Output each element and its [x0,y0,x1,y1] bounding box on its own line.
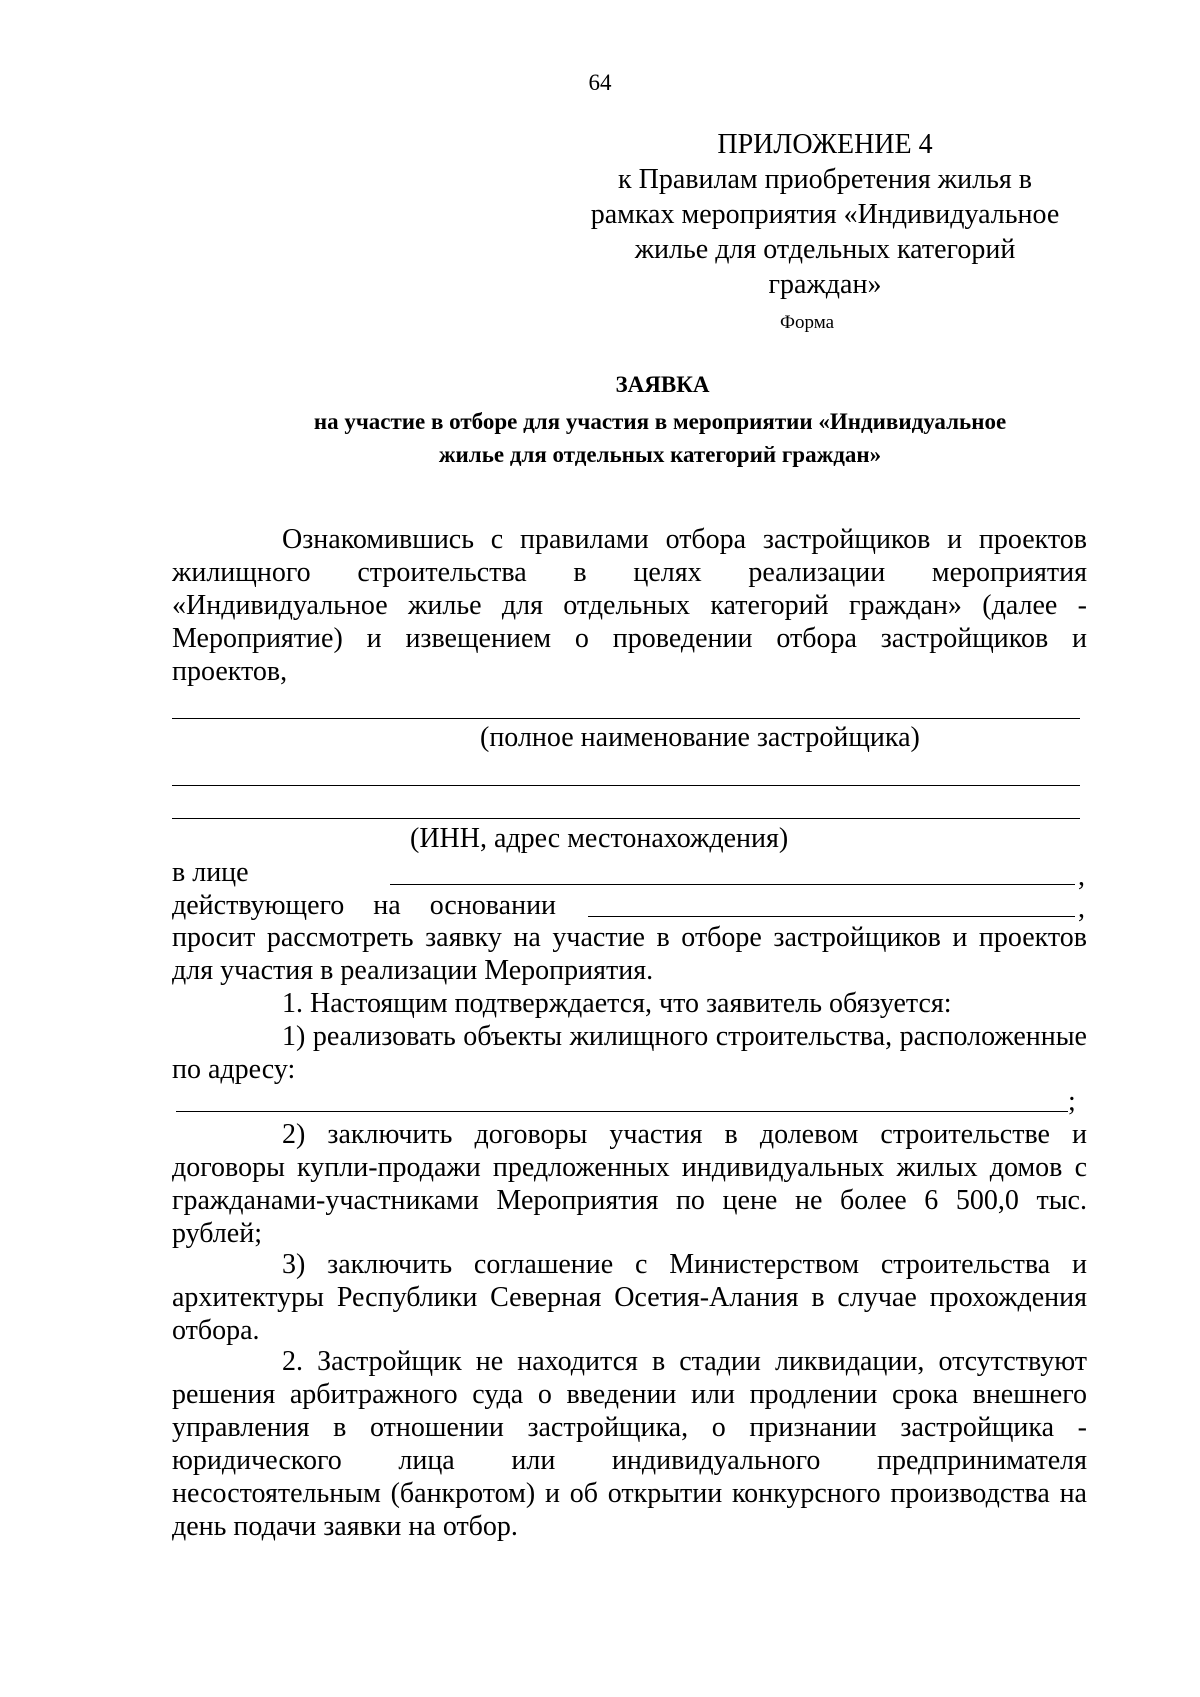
appendix-line: к Правилам приобретения жилья в [618,164,1032,195]
appendix-line: жилье для отдельных категорий [634,234,1016,265]
request-paragraph: просит рассмотреть заявку на участие в отборе застройщиков и проектов для участия в реализации Мероприятия. [172,922,1087,986]
comma: , [1078,893,1085,924]
appendix-line: рамках мероприятия «Индивидуальное [590,199,1060,230]
intro-paragraph: Ознакомившись с правилами отбора застройщиков и проектов жилищного строительства в целях реализации мероприятия «Индивидуальное жилье для отдельных категорий граждан» (далее - Мероприятие) и извещением о проведении отбора застройщиков и проектов, [172,524,1087,687]
inn-address-field-line2[interactable] [172,818,1080,819]
in-person-label: в лице [172,857,249,888]
document-subtitle [230,405,1090,471]
acting-basis-label: действующего на основании [172,890,557,921]
address-field[interactable] [176,1111,1068,1112]
developer-name-caption: (полное наименование застройщика) [480,722,920,753]
item-2: 2. Застройщик не находится в стадии ликвидации, отсутствуют решения арбитражного суда о введении или продлении срока внешнего управления в отношении застройщика, о признании застройщика - юридического лица или индивидуального предпринимателя несостоятельным (банкротом) и об открытии конкурсного производства на день подачи заявки на отбор. [172,1346,1087,1542]
item-1-2: 2) заключить договоры участия в долевом строительстве и договоры купли-продажи предложенных индивидуальных жилых домов с гражданами-участниками Мероприятия по цене не более 6 500,0 тыс. рублей; [172,1119,1087,1249]
appendix-block [580,127,1070,302]
developer-name-field[interactable] [172,718,1080,719]
comma: , [1078,861,1085,892]
inn-address-field-line1[interactable] [172,785,1080,786]
in-person-label-row [172,856,332,889]
inn-address-caption: (ИНН, адрес местонахождения) [410,823,789,854]
representative-field[interactable] [390,884,1075,885]
page-number: 64 [588,70,612,95]
basis-field[interactable] [588,916,1075,917]
item-1-1: 1) реализовать объекты жилищного строительства, расположенные по адресу: [172,1021,1087,1085]
document-title: ЗАЯВКА [615,372,710,397]
subtitle-line: жилье для отдельных категорий граждан» [438,442,882,467]
appendix-line: граждан» [768,269,882,300]
item-1: 1. Настоящим подтверждается, что заявитель обязуется: [282,988,952,1019]
appendix-label: ПРИЛОЖЕНИЕ 4 [717,129,933,160]
form-label: Форма [780,312,835,333]
semicolon: ; [1068,1086,1076,1117]
item-1-3: 3) заключить соглашение с Министерством строительства и архитектуры Республики Северная Осетия-Алания в случае прохождения отбора. [172,1249,1087,1346]
subtitle-line: на участие в отборе для участия в мероприятии «Индивидуальное [313,409,1007,434]
